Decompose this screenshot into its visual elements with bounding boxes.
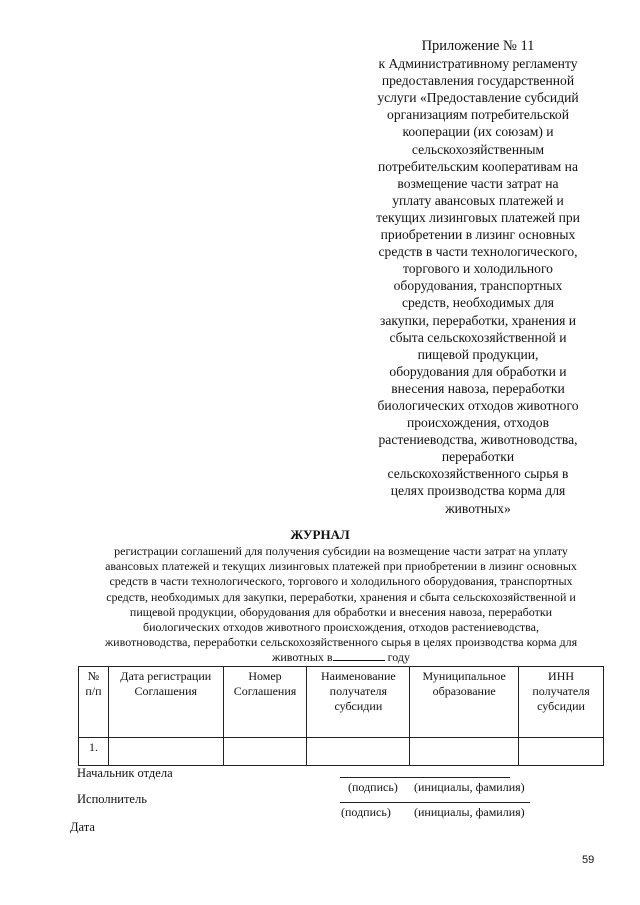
appendix-line: внесения навоза, переработки — [391, 380, 565, 396]
page-number: 59 — [582, 854, 595, 866]
appendix-line: происхождения, отходов — [406, 415, 550, 431]
appendix-line: кооперации (их союзам) и — [402, 124, 554, 140]
appendix-line: средств, необходимых для — [401, 295, 555, 311]
journal-description-lines — [76, 544, 606, 650]
appendix-line: предоставления государственной — [381, 73, 575, 89]
table-cell — [223, 738, 307, 766]
appendix-line: биологических отходов животного — [377, 397, 579, 413]
table-cell — [519, 738, 604, 766]
journal-description-line: регистрации соглашений для получения субсидии на возмещение части затрат на уплату — [114, 544, 568, 558]
column-header: Наименование получателя субсидии — [307, 667, 410, 738]
journal-description-line: средств в части технологического, торгового и холодильного оборудования, транспортных — [109, 574, 573, 589]
table-cell — [108, 738, 223, 766]
journal-description-line: средств, необходимых для закупки, переработки, хранения и сбыта сельскохозяйственной и — [106, 589, 576, 604]
appendix-line: уплату авансовых платежей и — [392, 192, 564, 208]
appendix-line: текущих лизинговых платежей при — [376, 209, 580, 225]
journal-year-prefix: животных в — [272, 650, 333, 665]
column-header: Дата регистрации Соглашения — [108, 667, 223, 738]
head-of-department-label: Начальник отдела — [77, 766, 173, 780]
table-cell — [307, 738, 410, 766]
appendix-line: сельскохозяйственного сырья в — [387, 466, 569, 482]
journal-description-line: пищевой продукции, оборудования для обработки и внесения навоза, переработки — [129, 604, 553, 619]
appendix-line: сбыта сельскохозяйственной и — [389, 329, 567, 345]
appendix-line: оборудования, транспортных — [393, 278, 563, 294]
appendix-text — [352, 55, 604, 517]
journal-description-line: биологических отходов животного происхождения, отходов растениеводства, — [143, 620, 539, 635]
appendix-line: животных» — [445, 500, 511, 516]
executor-label: Исполнитель — [77, 792, 147, 806]
appendix-line: закупки, переработки, хранения и — [379, 312, 577, 328]
registration-table — [78, 666, 604, 766]
appendix-line: организациям потребительской — [387, 107, 569, 123]
appendix-line: услуги «Предоставление субсидий — [377, 90, 579, 106]
executor-signature-caption: (подпись) — [341, 805, 391, 819]
appendix-line: средств в части технологического, — [378, 244, 578, 260]
appendix-number: Приложение № 11 — [421, 38, 535, 54]
head-signature-line — [340, 777, 510, 778]
executor-name-caption: (инициалы, фамилия) — [414, 805, 525, 819]
table-body — [79, 738, 604, 766]
journal-description-last-line — [76, 650, 606, 665]
column-header: № п/п — [79, 667, 109, 738]
appendix-line: переработки — [441, 449, 515, 465]
table-cell — [410, 738, 519, 766]
table-row — [79, 738, 604, 766]
appendix-line: приобретении в лизинг основных — [380, 227, 576, 243]
appendix-line: возмещение части затрат на — [397, 175, 559, 191]
appendix-line: пищевой продукции, — [417, 346, 539, 362]
table-cell: 1. — [79, 738, 109, 766]
appendix-line: потребительским кооперативам на — [378, 158, 578, 174]
journal-title: ЖУРНАЛ — [290, 527, 350, 542]
appendix-line: целях производства корма для — [390, 483, 566, 499]
appendix-header — [352, 38, 604, 517]
executor-signature-line — [340, 802, 530, 803]
journal-description-line: животноводства, переработки сельскохозяйственного сырья в целях производства корма для — [104, 635, 578, 650]
journal-description — [76, 544, 606, 666]
year-blank-field — [333, 650, 385, 661]
column-header: ИНН получателя субсидии — [519, 667, 604, 738]
appendix-line: сельскохозяйственным — [411, 141, 545, 157]
head-name-caption: (инициалы, фамилия) — [414, 780, 525, 794]
journal-year-suffix: году — [384, 650, 410, 665]
column-header: Номер Соглашения — [223, 667, 307, 738]
table-header-row — [79, 667, 604, 738]
column-header: Муниципальное образование — [410, 667, 519, 738]
appendix-line: растениеводства, животноводства, — [378, 432, 578, 448]
appendix-line: оборудования для обработки и — [389, 363, 567, 379]
date-label: Дата — [70, 820, 95, 834]
appendix-line: к Административному регламенту — [378, 56, 578, 72]
journal-description-line: авансовых платежей и текущих лизинговых платежей при приобретении в лизинг основных — [105, 559, 577, 574]
appendix-line: торгового и холодильного — [403, 261, 553, 277]
head-signature-caption: (подпись) — [348, 780, 398, 794]
